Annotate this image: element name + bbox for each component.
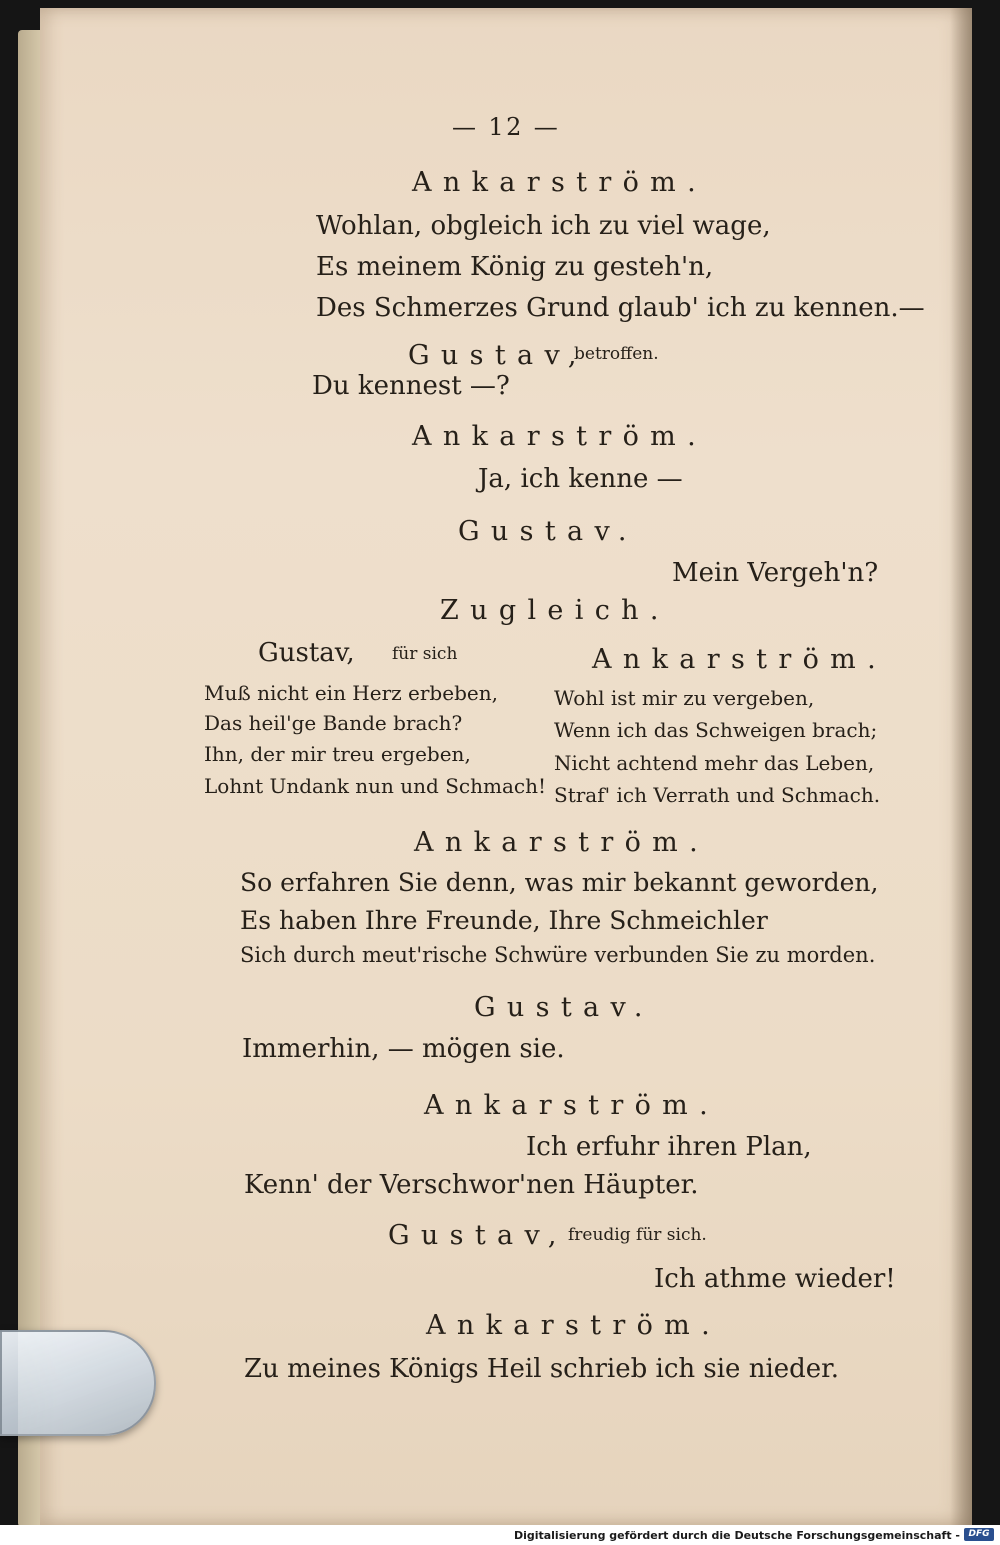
speaker-heading: Ankarström. [426,1310,722,1341]
dfg-logo: DFG [964,1528,994,1541]
page-spine-shadow [950,8,972,1525]
verse-line-right: Nicht achtend mehr das Leben, [554,751,875,775]
verse-line: Ich athme wieder! [654,1264,896,1294]
verse-line: Ja, ich kenne — [478,464,683,494]
verse-line-right: Straf' ich Verrath und Schmach. [554,783,881,807]
verse-line: Es meinem König zu gesteh'n, [316,252,714,282]
verse-line: So erfahren Sie denn, was mir bekannt geworden, [240,868,879,897]
verse-line-left: Lohnt Undank nun und Schmach! [204,774,547,798]
stage-direction: betroffen. [574,344,659,364]
verse-line: Wohlan, obgleich ich zu viel wage, [316,211,771,241]
verse-line-left: Muß nicht ein Herz erbeben, [204,681,498,705]
verse-line: Ich erfuhr ihren Plan, [526,1132,812,1162]
verse-line-right: Wenn ich das Schweigen brach; [554,718,878,742]
verse-line-left: Ihn, der mir treu ergeben, [204,742,471,766]
verse-line: Immerhin, — mögen sie. [242,1034,565,1064]
speaker-heading-right: Ankarström. [592,644,888,675]
verse-line: Zu meines Königs Heil schrieb ich sie nieder. [244,1354,840,1384]
verse-line-right: Wohl ist mir zu vergeben, [554,686,815,710]
speaker-heading: Gustav, [408,340,588,371]
stage-direction: für sich [392,644,458,664]
speaker-heading: Ankarström. [414,827,710,858]
verse-line-left: Das heil'ge Bande brach? [204,711,463,735]
verse-line: Mein Vergeh'n? [672,558,879,588]
speaker-heading: Ankarström. [412,421,708,452]
speaker-heading: Gustav. [474,992,654,1023]
verse-line: Es haben Ihre Freunde, Ihre Schmeichler [240,906,768,935]
simultaneous-heading: Zugleich. [440,595,670,626]
speaker-heading-left: Gustav, [258,638,355,668]
stage-direction: freudig für sich. [568,1225,707,1245]
speaker-heading: Ankarström. [424,1090,720,1121]
verse-line: Sich durch meut'rische Schwüre verbunden Sie zu morden. [240,943,876,967]
speaker-heading: Gustav. [458,516,638,547]
speaker-heading: Ankarström. [412,167,708,198]
page-clamp [0,1330,156,1436]
verse-line: Des Schmerzes Grund glaub' ich zu kennen.— [316,293,925,323]
verse-line: Kenn' der Verschwor'nen Häupter. [244,1170,699,1200]
speaker-heading: Gustav, [388,1220,568,1251]
page-number: — 12 — [452,113,561,141]
verse-line: Du kennest —? [312,371,510,401]
funding-credit: Digitalisierung gefördert durch die Deutsche Forschungsgemeinschaft - [513,1529,960,1542]
